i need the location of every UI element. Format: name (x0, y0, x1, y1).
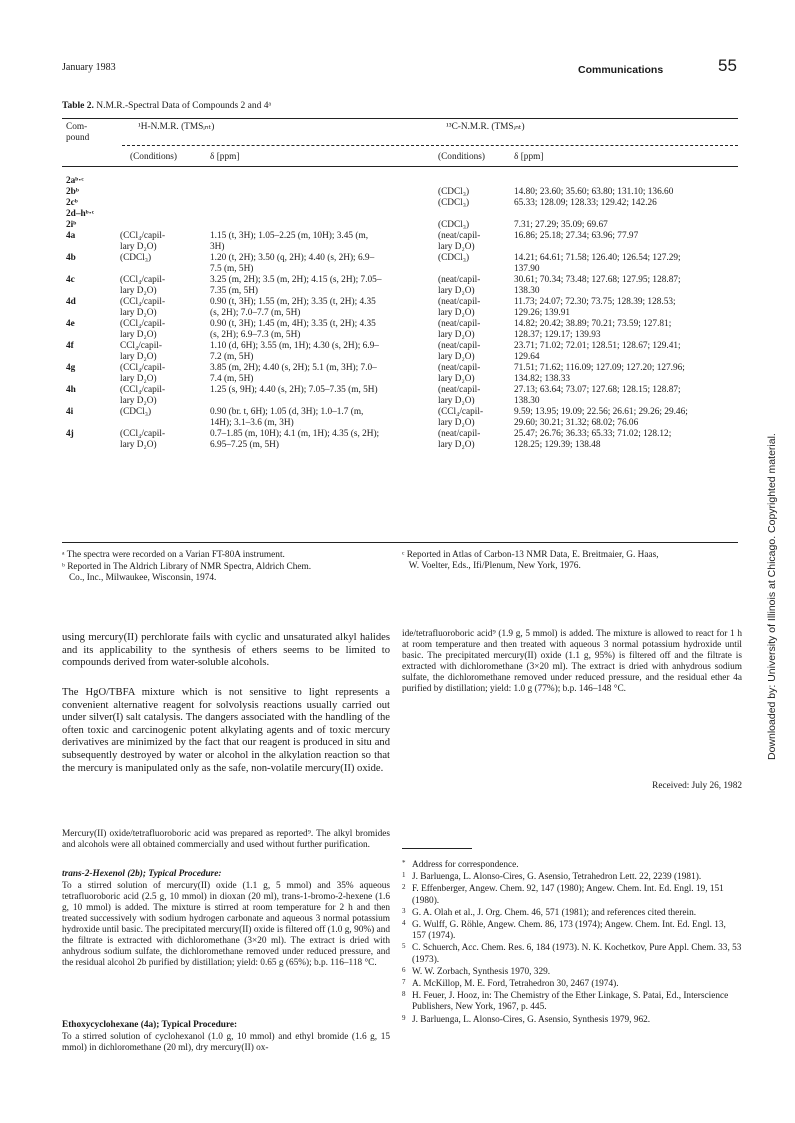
sub-header-ppm-h: δ [ppm] (210, 152, 240, 162)
reference-number: 3 (402, 906, 406, 915)
reference-item (402, 884, 742, 906)
compound-cell: 4c (66, 275, 75, 285)
c-ppm-cell: 7.31; 27.29; 35.09; 69.67 (514, 220, 608, 230)
reference-text: F. Effenberger, Angew. Chem. 92, 147 (1980); Angew. Chem. Int. Ed. Engl. 19, 151 (1980). (412, 884, 724, 906)
h-ppm-cell: 3.25 (m, 2H); 3.5 (m, 2H); 4.15 (s, 2H); 7.05– 7.35 (m, 5H) (210, 275, 382, 296)
c-ppm-cell: 23.71; 71.02; 72.01; 128.51; 128.67; 129.41; 129.64 (514, 341, 681, 362)
paragraph-2: The HgO/TBFA mixture which is not sensitive to light represents a convenient alternative reagent for solvolysis reactions usually carried out under silver(I) salt catalysis. The dangers associated with the handling of the often toxic and carcinogenic potent alkylating agents and of toxic mercury derivatives are minimized by the fact that our reagent is produced in situ and subsequently destroyed by water or alcohol in the alkylation reaction so that the mercury is manipulated only as the safe, non-volatile mercury(II) oxide. (62, 687, 390, 774)
h-conditions-cell: (CCl₄/capil- lary D₂O) (120, 319, 166, 340)
sub-header-ppm-c: δ [ppm] (514, 152, 544, 162)
procedure-1-text: To a stirred solution of mercury(II) oxide (1.1 g, 5 mmol) and 35% aqueous tetrafluoroboric acid (2.5 g, 10 mmol) in dioxan (20 ml), trans-1-bromo-2-hexene (1.6 g, 10 mmol) is added. The mixture is stirred at room temperature for 2 h and then treated successively with sodium hydrogen carbonate and aqueous 3 normal potassium hydroxide until basic. The precipitated mercury(II) oxide is filtered off (1.0 g, 90%) and the filtrate is extracted with dichloromethane (3×20 ml). The extract is dried with anhydrous sodium sulfate, the dichloromethane removed under reduced pressure, and the residual alcohol 2b purified by distillation; yield: 0.65 g (65%); b.p. 116–118 °C. (62, 881, 390, 968)
reference-number: 7 (402, 978, 406, 987)
paragraph-1: using mercury(II) perchlorate fails with cyclic and unsaturated alkyl halides and its applicability to the synthesis of ethers seems to be limited to compounds derived from water-soluble alcohols. (62, 632, 390, 669)
compound-cell: 4f (66, 341, 74, 351)
reference-number: 1 (402, 871, 406, 880)
compound-cell: 2aᵇ·ᶜ (66, 176, 84, 186)
compound-cell: 4a (66, 231, 76, 241)
c-ppm-cell: 25.47; 26.76; 36.33; 65.33; 71.02; 128.12; 128.25; 129.39; 138.48 (514, 429, 672, 450)
h-ppm-cell: 1.10 (d, 6H); 3.55 (m, 1H); 4.30 (s, 2H); 6.9– 7.2 (m, 5H) (210, 341, 379, 362)
table-top-rule (62, 118, 738, 119)
c-ppm-cell: 71.51; 71.62; 116.09; 127.09; 127.20; 127.96; 134.82; 138.33 (514, 363, 685, 384)
h-ppm-cell: 0.90 (br. t, 6H); 1.05 (d, 3H); 1.0–1.7 (m, 14H); 3.1–3.6 (m, 3H) (210, 407, 364, 428)
h-conditions-cell: (CDCl₃) (120, 407, 152, 417)
reference-text: H. Feuer, J. Hooz, in: The Chemistry of the Ether Linkage, S. Patai, Ed., Interscience Publishers, New York, 1967, p. 445. (412, 991, 729, 1013)
reference-number: 9 (402, 1013, 406, 1022)
compound-cell: 4g (66, 363, 76, 373)
reference-number: 4 (402, 919, 406, 928)
c-ppm-cell: 30.61; 70.34; 73.48; 127.68; 127.95; 128.87; 138.30 (514, 275, 681, 296)
h-conditions-cell: (CCl₄/capil- lary D₂O) (120, 385, 166, 406)
h-conditions-cell: (CCl₄/capil- lary D₂O) (120, 429, 166, 450)
reference-item (402, 979, 742, 990)
table-header-rule (62, 166, 738, 167)
table-sub-rule (122, 145, 738, 146)
reference-text: Address for correspondence. (412, 860, 519, 870)
compound-cell: 2bᵇ (66, 187, 79, 197)
h-conditions-cell: (CCl₄/capil- lary D₂O) (120, 297, 166, 318)
h-ppm-cell: 1.20 (t, 2H); 3.50 (q, 2H); 4.40 (s, 2H); 6.9– 7.5 (m, 5H) (210, 253, 375, 274)
footnote-c: ᶜ Reported in Atlas of Carbon-13 NMR Data, E. Breitmaier, G. Haas, W. Voelter, Eds., Ifi/Plenum, New York, 1976. (402, 550, 659, 571)
c-ppm-cell: 9.59; 13.95; 19.09; 22.56; 26.61; 29.26; 29.46; 29.60; 30.21; 31.32; 68.02; 76.06 (514, 407, 688, 428)
footnote-b: ᵇ Reported in The Aldrich Library of NMR Spectra, Aldrich Chem. Co., Inc., Milwaukee, Wisconsin, 1974. (62, 562, 312, 583)
reference-text: G. A. Olah et al., J. Org. Chem. 46, 571 (1981); and references cited therein. (412, 907, 697, 918)
reference-list (402, 860, 742, 1027)
c-ppm-cell: 16.86; 25.18; 27.34; 63.96; 77.97 (514, 231, 639, 241)
col-header-1h: ¹H-N.M.R. (TMSᵢₙₜ) (138, 122, 215, 132)
c-conditions-cell: (CDCl₃) (438, 198, 470, 208)
compound-cell: 2iᵇ (66, 220, 77, 230)
procedure-2-continued: ide/tetrafluoroboric acid⁹ (1.9 g, 5 mmol) is added. The mixture is allowed to react for 1 h at room temperature and then treated with aqueous 3 normal potassium hydroxide until basic. The precipitated mercury(II) oxide (1.1 g, 95%) is filtered off and the filtrate is extracted with dichloromethane (3×20 ml). The extract is dried with anhydrous sodium sulfate, the dichloromethane removed under reduced pressure, and the residual ether 4a purified by distillation; yield: 1.0 g (77%); b.p. 146–148 °C. (402, 629, 742, 694)
c-conditions-cell: (neat/capil- lary D₂O) (438, 297, 481, 318)
compound-cell: 4h (66, 385, 76, 395)
table-caption-text: N.M.R.-Spectral Data of Compounds 2 and 4ᵃ (96, 101, 272, 111)
table-caption-label: Table 2. (62, 101, 94, 111)
compound-cell: 4b (66, 253, 76, 263)
reference-number: 8 (402, 990, 406, 999)
reference-item (402, 991, 742, 1013)
reference-number: * (402, 859, 406, 867)
compound-cell: 4i (66, 407, 74, 417)
c-conditions-cell: (neat/capil- lary D₂O) (438, 429, 481, 450)
h-ppm-cell: 0.7–1.85 (m, 10H); 4.1 (m, 1H); 4.35 (s, 2H); 6.95–7.25 (m, 5H) (210, 429, 380, 450)
reference-text: G. Wulff, G. Röhle, Angew. Chem. 86, 173 (1974); Angew. Chem. Int. Ed. Engl. 13, 157 (1974). (412, 920, 726, 942)
sub-header-conditions-h: (Conditions) (130, 152, 178, 162)
experimental-intro: Mercury(II) oxide/tetrafluoroboric acid was prepared as reported⁹. The alkyl bromides and alcohols were all obtained commercially and used without further purification. (62, 829, 390, 850)
c-ppm-cell: 11.73; 24.07; 72.30; 73.75; 128.39; 128.53; 129.26; 139.91 (514, 297, 676, 318)
c-ppm-cell: 14.21; 64.61; 71.58; 126.40; 126.54; 127.29; 137.90 (514, 253, 681, 274)
reference-text: J. Barluenga, L. Alonso-Cires, G. Asensio, Synthesis 1979, 962. (412, 1014, 651, 1025)
c-ppm-cell: 14.80; 23.60; 35.60; 63.80; 131.10; 136.60 (514, 187, 674, 197)
c-conditions-cell: (neat/capil- lary D₂O) (438, 275, 481, 296)
c-conditions-cell: (neat/capil- lary D₂O) (438, 319, 481, 340)
reference-number: 5 (402, 942, 406, 951)
reference-item (402, 1015, 742, 1026)
h-conditions-cell: (CDCl₃) (120, 253, 152, 263)
c-conditions-cell: (neat/capil- lary D₂O) (438, 363, 481, 384)
h-ppm-cell: 0.90 (t, 3H); 1.45 (m, 4H); 3.35 (t, 2H); 4.35 (s, 2H); 6.9–7.3 (m, 5H) (210, 319, 376, 340)
page-number: 55 (718, 56, 737, 75)
reference-item (402, 943, 742, 965)
reference-item (402, 872, 742, 883)
c-ppm-cell: 27.13; 63.64; 73.07; 127.68; 128.15; 128.87; 138.30 (514, 385, 681, 406)
compound-cell: 4j (66, 429, 74, 439)
h-ppm-cell: 0.90 (t, 3H); 1.55 (m, 2H); 3.35 (t, 2H); 4.35 (s, 2H); 7.0–7.7 (m, 5H) (210, 297, 376, 318)
reference-item (402, 920, 742, 942)
reference-text: W. W. Zorbach, Synthesis 1970, 329. (412, 966, 551, 977)
h-ppm-cell: 1.15 (t, 3H); 1.05–2.25 (m, 10H); 3.45 (m, 3H) (210, 231, 369, 252)
compound-cell: 4d (66, 297, 76, 307)
h-conditions-cell: (CCl₄/capil- lary D₂O) (120, 231, 166, 252)
h-ppm-cell: 1.25 (s, 9H); 4.40 (s, 2H); 7.05–7.35 (m, 5H) (210, 385, 378, 395)
col-header-compound: Com- pound (66, 122, 90, 143)
c-conditions-cell: (CCl₄/capil- lary D₂O) (438, 407, 484, 428)
references-rule (402, 848, 472, 849)
c-conditions-cell: (neat/capil- lary D₂O) (438, 231, 481, 252)
reference-text: A. McKillop, M. E. Ford, Tetrahedron 30, 2467 (1974). (412, 979, 619, 990)
c-conditions-cell: (CDCl₃) (438, 253, 470, 263)
c-conditions-cell: (neat/capil- lary D₂O) (438, 341, 481, 362)
table-bottom-rule (62, 542, 738, 543)
reference-text: C. Schuerch, Acc. Chem. Res. 6, 184 (1973). N. K. Kochetkov, Pure Appl. Chem. 33, 53 (1973). (412, 943, 742, 965)
sub-header-conditions-c: (Conditions) (438, 152, 486, 162)
reference-item (402, 967, 742, 978)
reference-number: 2 (402, 883, 406, 892)
running-head-date: January 1983 (62, 62, 116, 73)
reference-number: 6 (402, 965, 406, 974)
h-conditions-cell: (CCl₄/capil- lary D₂O) (120, 363, 166, 384)
reference-text: J. Barluenga, L. Alonso-Cires, G. Asensio, Tetrahedron Lett. 22, 2239 (1981). (412, 872, 702, 883)
reference-item (402, 860, 742, 871)
col-header-13c: ¹³C-N.M.R. (TMSᵢₙₜ) (446, 122, 525, 132)
c-ppm-cell: 14.82; 20.42; 38.89; 70.21; 73.59; 127.81; 128.37; 129.17; 139.93 (514, 319, 672, 340)
footnote-a: ᵃ The spectra were recorded on a Varian FT-80A instrument. (62, 550, 285, 560)
c-ppm-cell: 65.33; 128.09; 128.33; 129.42; 142.26 (514, 198, 657, 208)
compound-cell: 4e (66, 319, 75, 329)
procedure-2-title: Ethoxycyclohexane (4a); Typical Procedure: (62, 1020, 238, 1030)
procedure-1-title: trans-2-Hexenol (2b); Typical Procedure: (62, 869, 222, 879)
h-conditions-cell: CCl₄/capil- lary D₂O) (120, 341, 162, 362)
running-head-section: Communications (578, 64, 664, 76)
compound-cell: 2d–hᵇ·ᶜ (66, 209, 95, 219)
c-conditions-cell: (CDCl₃) (438, 220, 470, 230)
table-caption (62, 101, 271, 111)
c-conditions-cell: (CDCl₃) (438, 187, 470, 197)
h-conditions-cell: (CCl₄/capil- lary D₂O) (120, 275, 166, 296)
received-date: Received: July 26, 1982 (652, 781, 742, 791)
compound-cell: 2cᵇ (66, 198, 78, 208)
c-conditions-cell: (neat/capil- lary D₂O) (438, 385, 481, 406)
download-watermark: Downloaded by: University of Illinois at Chicago. Copyrighted material. (766, 433, 778, 760)
procedure-2-text: To a stirred solution of cyclohexanol (1.0 g, 10 mmol) and ethyl bromide (1.6 g, 15 mmol) in dichloromethane (20 ml), dry mercury(II) ox- (62, 1032, 390, 1053)
reference-item (402, 908, 742, 919)
h-ppm-cell: 3.85 (m, 2H); 4.40 (s, 2H); 5.1 (m, 3H); 7.0– 7.4 (m, 5H) (210, 363, 377, 384)
